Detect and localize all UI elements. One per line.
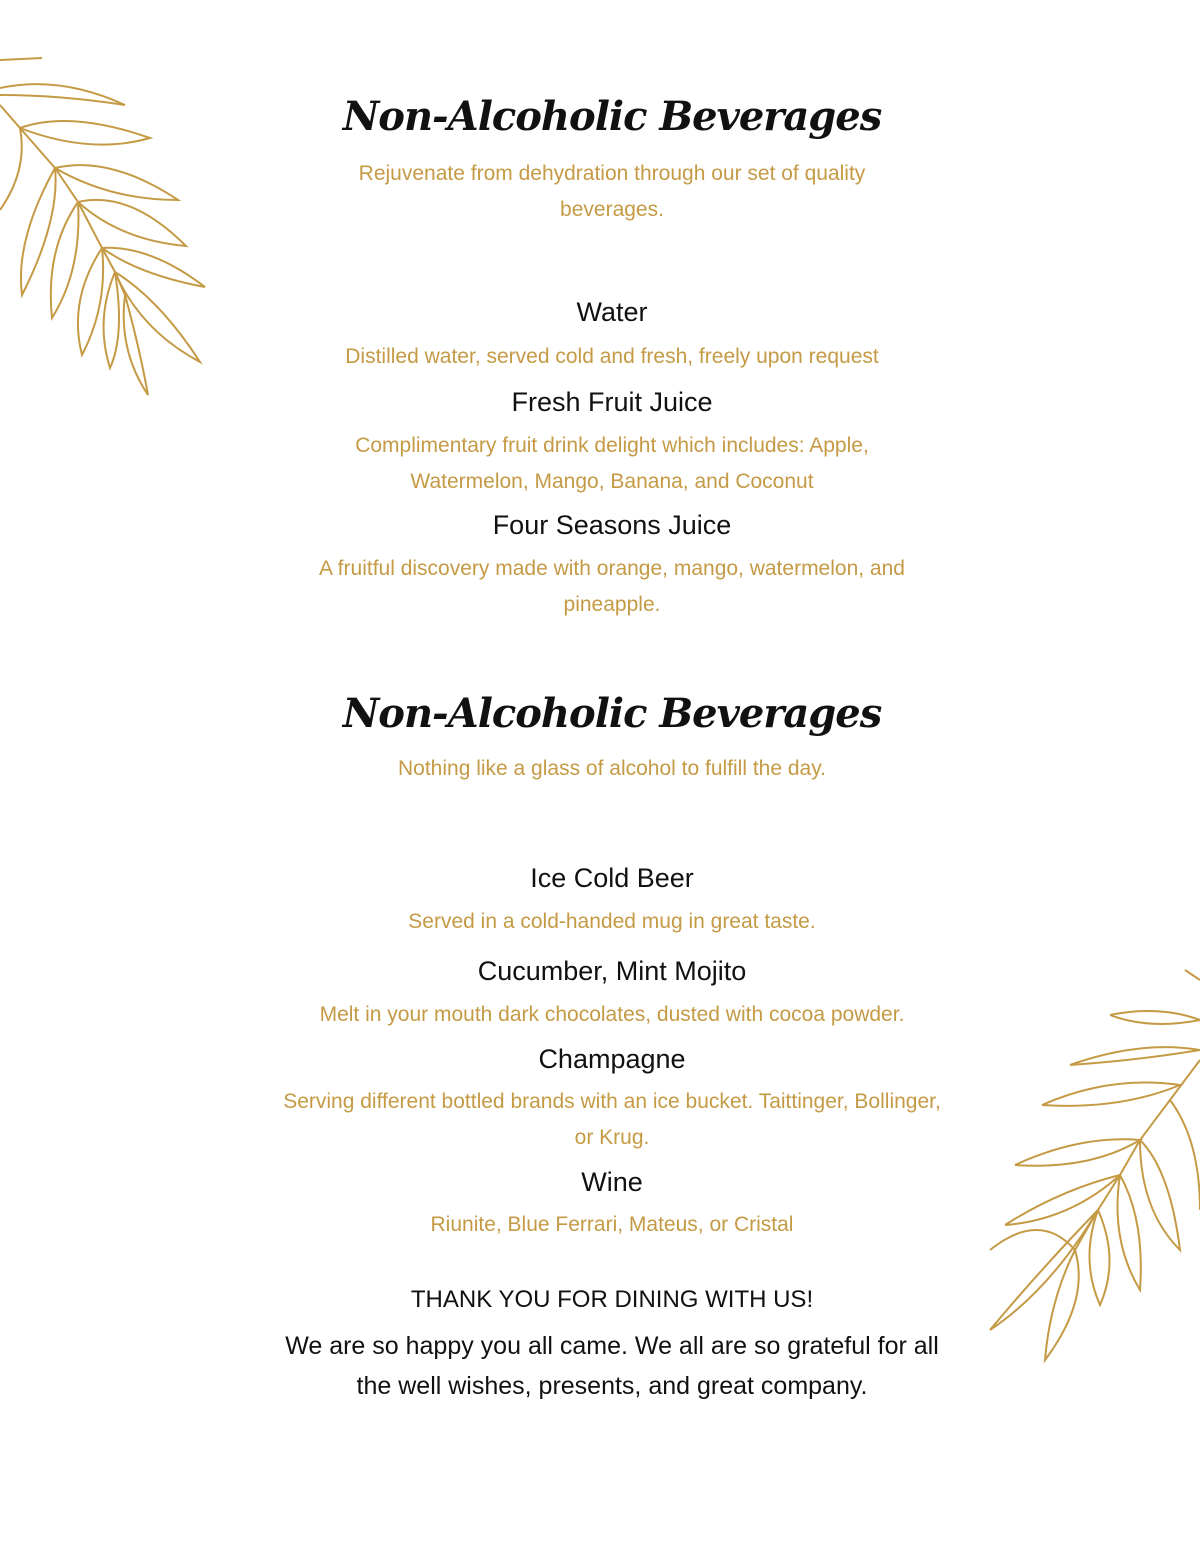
menu-item-name: Ice Cold Beer (530, 863, 694, 893)
menu-item-desc: Riunite, Blue Ferrari, Mateus, or Cristal (430, 1213, 794, 1236)
menu-item-desc: A fruitful discovery made with orange, mango, watermelon, and pineapple. (319, 557, 905, 616)
menu-item-desc: Serving different bottled brands with an ice bucket. Taittinger, Bollinger, or Krug. (283, 1090, 941, 1149)
section2-subtitle: Nothing like a glass of alcohol to fulfill the day. (397, 757, 827, 780)
section1-title: Non-Alcoholic Beverages (342, 93, 882, 140)
menu-item-desc: Complimentary fruit drink delight which includes: Apple, Watermelon, Mango, Banana, and Coconut (355, 434, 869, 493)
menu-item-name: Wine (581, 1167, 643, 1197)
menu-item-desc: Distilled water, served cold and fresh, freely upon request (345, 345, 879, 368)
gold-leaf-decoration-top-left (0, 50, 220, 400)
menu-item-name: Water (576, 297, 648, 327)
menu-item-desc: Served in a cold-handed mug in great taste. (408, 910, 816, 933)
menu-item-name: Champagne (538, 1044, 686, 1074)
thank-you-heading: THANK YOU FOR DINING WITH US! (410, 1286, 814, 1313)
menu-item-desc: Melt in your mouth dark chocolates, dusted with cocoa powder. (319, 1003, 905, 1026)
menu-item-name: Fresh Fruit Juice (511, 387, 713, 417)
menu-item-name: Four Seasons Juice (492, 510, 732, 540)
section1-subtitle: Rejuvenate from dehydration through our set of quality beverages. (358, 162, 866, 221)
thank-you-message: We are so happy you all came. We all are so grateful for all the well wishes, presents, and great company. (285, 1332, 939, 1400)
gold-leaf-decoration-bottom-right (980, 960, 1200, 1370)
section2-title: Non-Alcoholic Beverages (342, 690, 882, 737)
menu-item-name: Cucumber, Mint Mojito (477, 956, 747, 986)
